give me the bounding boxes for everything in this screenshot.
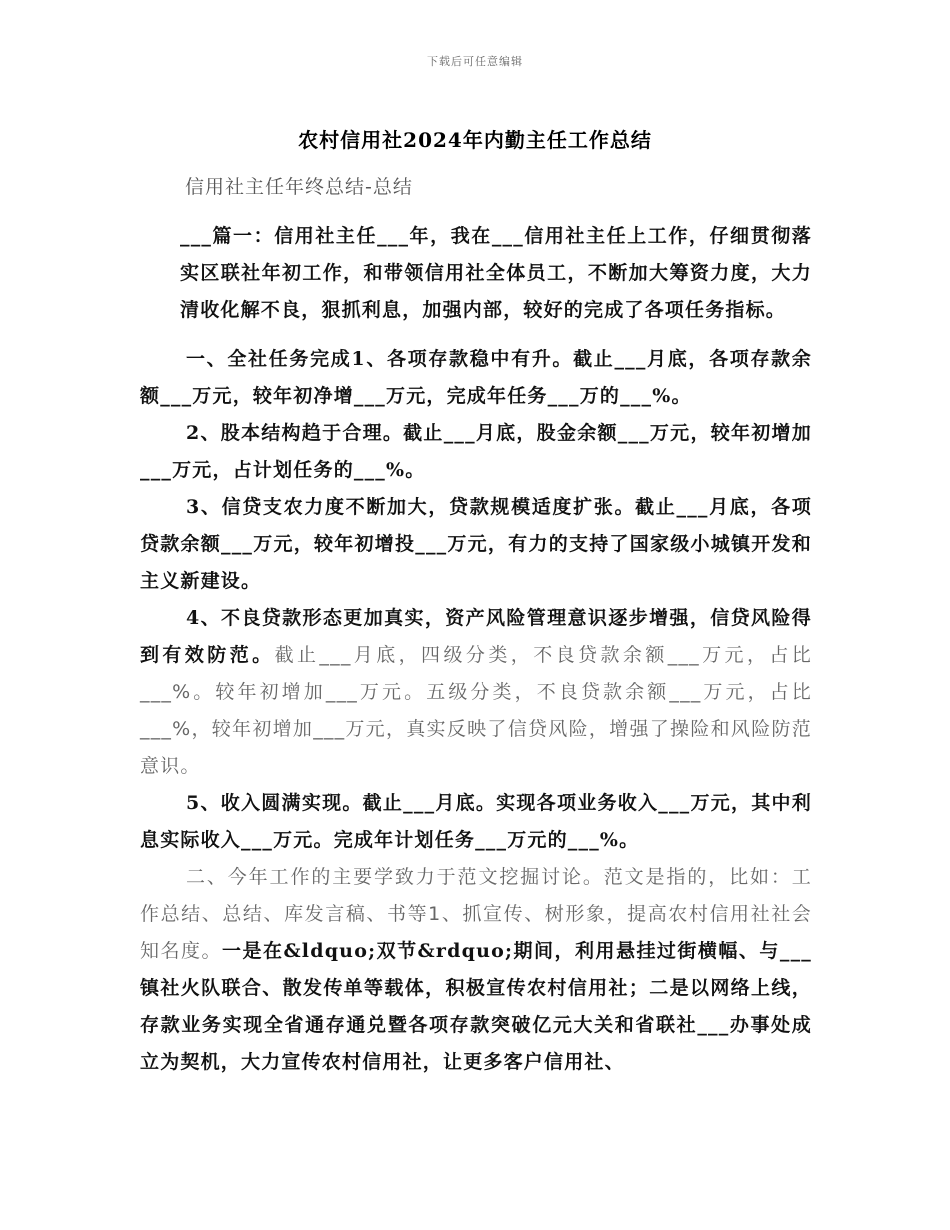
paragraph-loans: 3、信贷支农力度不断加大，贷款规模适度扩张。截止___月底，各项贷款余额___万元，较年初增投___万元，有力的支持了国家级小城镇开发和主义新建设。 — [140, 496, 812, 592]
paragraph-publicity — [140, 859, 812, 1081]
header-note: 下载后可任意编辑 — [427, 55, 523, 68]
document-title: 农村信用社2024年内勤主任工作总结 — [298, 128, 652, 152]
paragraph-income: 5、收入圆满实现。截止___月底。实现各项业务收入___万元，其中利息实际收入___万元。完成年计划任务___万元的___%。 — [140, 792, 812, 851]
document-body — [140, 218, 812, 1081]
paragraph-equity: 2、股本结构趋于合理。截止___月底，股金余额___万元，较年初增加___万元，占计划任务的___%。 — [140, 422, 812, 481]
paragraph-nonperforming-detail: 截止___月底，四级分类，不良贷款余额___万元，占比___%。较年初增加___万元。五级分类，不良贷款余额___万元，占比___%，较年初增加___万元，真实反映了信贷风险，增强了操险和风险防范意识。 — [140, 644, 813, 777]
paragraph-deposits: 一、全社任务完成1、各项存款稳中有升。截止___月底，各项存款余额___万元，较年初净增___万元，完成年任务___万的___%。 — [140, 348, 812, 407]
paragraph-publicity-intro: 二、今年工作的主要学致力于范文挖掘讨论。范文是指的，比如：工作总结、总结、库发言稿、书等1、抓宣传、树形象，提高农村信用社社会知名度。 — [140, 866, 812, 962]
paragraph-intro: ___篇一：信用社主任___年，我在___信用社主任上工作，仔细贯彻落实区联社年初工作，和带领信用社全体员工，不断加大筹资力度，大力清收化解不良，狠抓利息，加强内部，较好的完成了各项任务指标。 — [180, 225, 812, 321]
document-subtitle: 信用社主任年终总结-总结 — [185, 176, 413, 198]
paragraph-nonperforming-heading: 4、不良贷款形态更加真实，资产风险管理意识逐步增强，信贷风险得到有效防范。 — [140, 607, 812, 666]
paragraph-publicity-detail: 一是在&ldquo;双节&rdquo;期间，利用悬挂过街横幅、与___镇社火队联合、散发传单等载体，积极宣传农村信用社；二是以网络上线，存款业务实现全省通存通兑暨各项存款突破亿元大关和省联社___办事处成立为契机，大力宣传农村信用社，让更多客户信用社、 — [140, 940, 812, 1073]
paragraph-nonperforming — [140, 600, 812, 785]
